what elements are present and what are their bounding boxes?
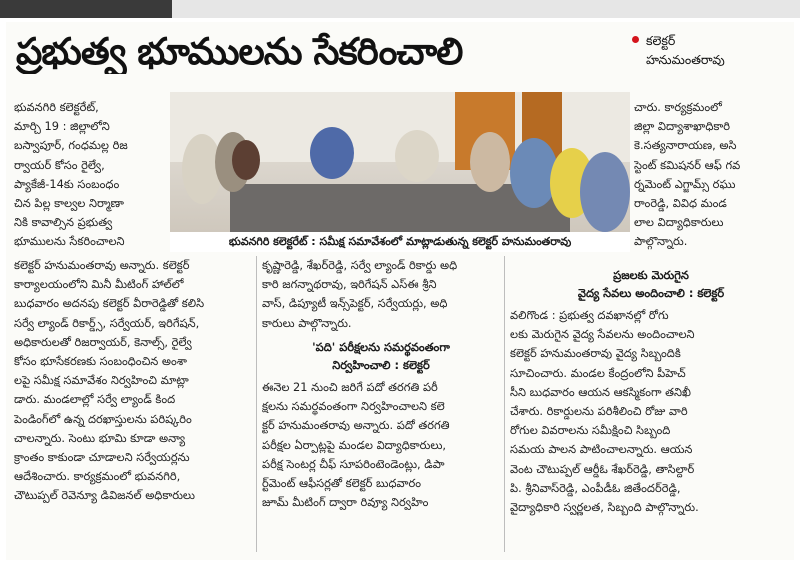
subhead-line: వైద్య సేవలు అందించాలి : కలెక్టర్ — [577, 286, 725, 300]
text-line: కె.సత్యనారాయణ, అసి — [634, 138, 737, 153]
bullet-icon — [632, 36, 639, 43]
text-line: సర్వే ల్యాండ్ రికార్డ్స్, సర్వేయర్, ఇరిగేషన్, — [14, 315, 200, 330]
byline — [646, 31, 796, 69]
text-line: స్టెంట్ కమిషనర్ ఆఫ్ గవ — [634, 157, 741, 172]
text-line: క్షలను సమర్థవంతంగా నిర్వహించాలని కలె — [262, 399, 445, 414]
text-line: లకు మెరుగైన వైద్య సేవలను అందించాలని — [510, 327, 695, 342]
text-line: లాల విద్యాధికారులు — [634, 215, 724, 230]
text-line: ఆదేశించారు. కార్యక్రమంలో భువనగిరి, — [14, 469, 181, 484]
text-line: సీని బుధవారం ఆయన ఆకస్మికంగా తనిఖీ — [510, 384, 691, 399]
text-line: కోసం భూసేకరణకు సంబంధించిన అంశా — [14, 354, 187, 369]
text-line: కారులు పాల్గొన్నారు. — [262, 315, 352, 330]
text-line: పరీక్ష సెంటర్ల చీఫ్ సూపరింటెండెంట్లు, డిపా — [262, 456, 445, 471]
text-line: చిన పిల్ల కాల్వల నిర్మాణా — [14, 196, 124, 211]
photo-caption: భువనగిరి కలెక్టరేట్ : సమీక్ష సమావేశంలో మాట్లాడుతున్న కలెక్టర్ హనుమంతరావు — [170, 232, 630, 252]
text-line: భువనగిరి కలెక్టరేట్, — [14, 100, 99, 114]
right-top-column — [634, 98, 794, 252]
text-line: సూచించారు. మండల కేంద్రంలోని పీహెచ్ — [510, 365, 686, 380]
text-line: ర్నమెంట్ ఎగ్జామ్స్ రఘు — [634, 176, 736, 191]
top-bar-dark — [0, 0, 172, 18]
subhead-line: నిర్వహించాలి : కలెక్టర్ — [332, 358, 430, 372]
text-line: క్రాంతం కాకుండా చూడాలని సర్వేయర్లను — [14, 450, 190, 465]
text-line: క్టర్ హనుమంతరావు అన్నారు. పదో తరగతి — [262, 418, 450, 433]
text-line: చేశారు. రికార్డులను పరిశీలించి రోజు వారి — [510, 404, 688, 419]
text-line: బుధవారం అదనపు కలెక్టర్ వీరారెడ్డితో కలిసి — [14, 296, 205, 311]
text-line: ర్ట్‌మెంట్ ఆఫీసర్లతో కలెక్టర్ బుధవారం — [262, 476, 422, 491]
text-line: కార్యాలయంలోని మినీ మీటింగ్ హాల్‌లో — [14, 277, 184, 292]
byline-title: కలెక్టర్ — [646, 33, 676, 48]
text-line: కలెక్టర్ హనుమంతరావు అన్నారు. కలెక్టర్ — [14, 258, 190, 272]
subhead-line: 'పది' పరీక్షలను సమర్థవంతంగా — [312, 340, 450, 354]
text-line: అధికారులతో రిజర్వాయర్, కెనాల్స్, రైల్వే — [14, 334, 192, 349]
middle-top-column — [262, 256, 500, 333]
text-line: జూమ్ మీటింగ్ ద్వారా రివ్యూ నిర్వహిం — [262, 495, 429, 510]
text-line: కారి జగన్నాథరావు, ఇరిగేషన్ ఎస్‌ఈ శ్రీని — [262, 277, 437, 292]
right-subhead — [510, 266, 792, 302]
column-divider — [256, 256, 257, 552]
text-line: కలెక్టర్ హనుమంతరావు వైద్య సిబ్బందికి — [510, 346, 681, 361]
left-bottom-column — [14, 256, 254, 506]
left-top-column — [14, 98, 166, 252]
text-line: ఈనెల 21 నుంచి జరిగే పదో తరగతి పరీ — [262, 380, 438, 394]
top-bar-light — [172, 0, 800, 18]
middle-subhead — [262, 338, 500, 374]
text-line: పరీక్షల ఏర్పాట్లపై మండల విద్యాధికారులు, — [262, 437, 446, 452]
text-line: ప్యాకేజీ-14కు సంబంధం — [14, 176, 120, 191]
text-line: చౌటుప్పల్ రెవెన్యూ డివిజనల్ అధికారులు — [14, 488, 195, 503]
text-line: ర్వాయర్ కోసం రైల్వే, — [14, 157, 105, 172]
column-divider — [504, 256, 505, 552]
text-line: లపై సమీక్ష సమావేశం నిర్వహించి మాట్లా — [14, 373, 189, 388]
right-bottom-column — [510, 306, 794, 517]
text-line: వాస్, డిప్యూటీ ఇన్స్‌పెక్టర్, సర్వేయర్లు, అధి — [262, 296, 448, 311]
text-line: రోగుల వివరాలను సమీక్షించి సిబ్బంది — [510, 423, 671, 438]
text-line: నికి కావాల్సిన ప్రభుత్వ — [14, 215, 113, 230]
text-line: కృష్ణారెడ్డి, శేఖర్‌రెడ్డి, సర్వే ల్యాండ్ రికార్డు అధి — [262, 258, 458, 272]
text-line: బస్వాపూర్, గంధమల్ల రిజ — [14, 138, 128, 153]
subhead-line: ప్రజలకు మెరుగైన — [613, 268, 689, 282]
text-line: భూములను సేకరించాలని — [14, 234, 125, 249]
headline: ప్రభుత్వ భూములను సేకరించాలి — [16, 30, 463, 73]
text-line: జిల్లా విద్యాశాఖాధికారి — [634, 119, 731, 134]
byline-name: హనుమంతరావు — [646, 52, 725, 67]
middle-bottom-column — [262, 378, 500, 512]
text-line: చారు. కార్యక్రమంలో — [634, 100, 722, 114]
meeting-photo — [170, 92, 630, 232]
text-line: మార్చి 19 : జిల్లాలోని — [14, 119, 110, 134]
text-line: వైద్యాధికారి స్వర్ణలత, సిబ్బంది పాల్గొన్నారు. — [510, 500, 699, 515]
text-line: పాల్గొన్నారు. — [634, 234, 688, 249]
text-line: రాంరెడ్డి, వివిధ మండ — [634, 196, 727, 211]
text-line: సమయ పాలన పాటించాలన్నారు. ఆయన — [510, 442, 693, 457]
text-line: డారు. మండలాల్లో సర్వే ల్యాండ్ కింద — [14, 392, 176, 407]
text-line: వెంట చౌటుప్పల్ ఆర్డీఓ శేఖర్‌రెడ్డి, తాసిల్దార్ — [510, 461, 695, 476]
text-line: చాలన్నారు. సెంటు భూమి కూడా అన్యా — [14, 430, 186, 445]
text-line: పి. శ్రీనివాస్‌రెడ్డి, ఎంపీడీఓ జితేందర్‌రెడ్డి, — [510, 480, 681, 495]
text-line: వలిగొండ : ప్రభుత్వ దవఖానల్లో రోగు — [510, 308, 669, 322]
text-line: పెండింగ్‌లో ఉన్న దరఖాస్తులను పరిష్కరిం — [14, 411, 192, 426]
